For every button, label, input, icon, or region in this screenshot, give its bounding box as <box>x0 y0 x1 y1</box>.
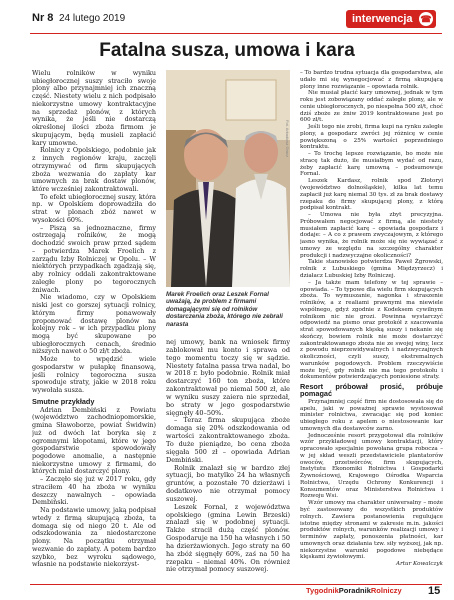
article-title: Fatalna susza, umowa i kara <box>99 40 355 61</box>
paragraph: – Ja także mam telefony w tej sprawie – opowiada. – To typowe dla wielu firm skupujących zboża. To wymuszanie, nagonka i straszenie rolników, a z realiami prawnymi ma niewiele wspólnego, gdyż zgodnie z Kodeksem cywilnym rolnikom nic nie grozi. Powinna wystarczyć odpowiedź na pismo oraz protokół z szacowania strat spowodowanych klęską suszy i nekanie się skończy, bowiem rolnik nie może dostarczyć zakontraktowanego zboża nie ze swojej winy, lecz z powodu nieprzewidywalnych i nadzwyczajnych okoliczności, czyli suszy, ekstremalnych warunków pogodowych. Problem rzeczywiście może być, gdy rolnik nie ma tego protokołu i dokumentów potwierdzających poniesione straty. <box>300 279 443 381</box>
issue-date: 24 lutego 2019 <box>58 13 126 24</box>
article-column-3 <box>300 70 443 568</box>
issue-number: Nr 8 <box>32 12 54 24</box>
paragraph: Wzór umowy ma charakter uniwersalny – może być zastosowany do wszystkich produktów rolnych. Zawiera postanowienia regulujące istotne między stronami w zakresie m.in. jakości produktów rolnych, warunków realizacji umowy i terminów zapłaty, ponoszenia płatności, kar umownych oraz działania tzw. siły wyższej, jak np. niekorzystne warunki pogodowe niebędące klęskami żywiołowymi. <box>300 500 443 561</box>
article-column-1 <box>32 70 156 569</box>
author-signature: Artur Kowalczyk <box>396 561 443 568</box>
paragraph: – Umowa nie była zbyt precyzyjna. Próbowałem negocjować z firmą, ale niestety musiałem zapłacić karę – opowiada gospodarz i dodaje: – A co z prawem zwyczajowym, z którego jasno wynika, że rolnik może się nie wywiązać z umowy ze względu na szczególny charakter produkcji i nadzwyczajne okoliczności? <box>300 212 443 259</box>
paragraph: – To bardzo trudna sytuacja dla gospodarstwa, ale udało mi się wynegocjować z firmą skupującą plony inne rozwiązanie – opowiada rolnik. <box>300 70 443 90</box>
paragraph: nej umowy, bank na wniosek firmy zablokował mu konto i sprawa od tego momentu toczy się w sądzie. Niestety fatalna passa trwa nadal, bo w 2018 r. było podobnie. Rolnik miał dostarczyć 160 ton zboża, które zakontraktował po niemal 500 zł, ale w wyniku suszy zaiera nie sprzedał, bo straty w jego gospodarstwie sięgnęły 40–50%. <box>166 339 290 417</box>
footer-brand-3: Rolniczy <box>370 586 402 595</box>
article-photo <box>166 70 290 287</box>
paragraph: Jeśli tego nie zrobi, firma kupi na rynku zaległe plony, a gospodarz zwróci jej różnicę w cenie powiększoną o 25% wartości poprzedniego kontraktu. <box>300 124 443 151</box>
paragraph: Rolnik znalazł się w bardzo złej sytuacji, bo matylko 24 ha własnych gruntów, a pozostałe 70 dzierżawi i dodatkowo nie otrzymał pomocy suszowej. <box>166 463 290 503</box>
paragraph: To efekt ubiegłorocznej suszy, która np. w Opolskiem doprowadziła do strat w plonach zbóż nawet w wysokości 60%. <box>32 192 156 224</box>
footer-brand-1: Tygodnik <box>306 586 339 595</box>
page-number: 15 <box>428 585 441 597</box>
section-heading: Resort próbował prosić, próbuje pomagać <box>300 382 443 398</box>
footer-brand <box>306 586 402 595</box>
paragraph: – Piszą sa jednoznaczne, firmy ostrzegają rolników, że mogą dochodzić swoich praw przed sądem – potwierdza Marek Froelich z zarządu Izby Rolniczej w Opolu. – W niektórych przypadkach zgadzają się, aby rolnicy oddali zakontraktowane zaległe plony po tegorocznych żniwach. <box>32 223 156 294</box>
paragraph: Leszek Fornal, z województwa opolskiego (gmina Lewin Brzeski) znalazł się w podobnej sytuacji. Także stracił dużą część plonów. Gospodaruje na 150 ha własnych i 50 ha dzierżawionych. Jego straty na 60 ha zbóż sięgnęły 60%, zaś na 50 ha rzepaku – niemal 40%. On również nie otrzymał pomocy suszowej. <box>166 502 290 574</box>
paragraph: Może to wpędzić wiele gospodarstw w pułapkę finansową, jeśli rolnicy tegoroczna susza spowoduje straty, jakie w 2018 roku wywołała susza. <box>32 355 156 395</box>
header-divider <box>30 33 442 34</box>
section-badge <box>346 10 436 28</box>
issue-info <box>32 12 125 24</box>
footer-brand-2: Poradnik <box>338 586 371 595</box>
paragraph: Leszek Kardasz, rolnik spod Złotoryi (województwo dolnośląskie), kilka lat temu zapłacił już karę niemal 30 tys. zł za brak dostawy rzepaku do firmy skupującej plony, z którą podpisał kontrakt. <box>300 178 443 212</box>
paragraph: – Zaczęło się już w 2017 roku, gdy straciłem 40 ha zboża w wyniku deszczy nawalnych – opowiada Dembiński. <box>32 475 156 507</box>
photo-two-farmers <box>166 70 290 287</box>
photo-credit: Fot. Arkadiusz Gracz <box>285 120 290 158</box>
megaphone-icon: ☎ <box>420 14 432 24</box>
paragraph: Nie musiał płacić kary umownej, jednak w tym roku jest zobowiązany oddać zaległe plony, ale w cenie ubiegłorocznych, po niespełna 500 zł/t, choć dziś zboże ze żniw 2019 kontraktowane jest po 600 zł/t. <box>300 90 443 124</box>
paragraph: – To trochę lepsze rozwiązanie, bo może nie stracę tak dużo, ile musiałbym wydać od razu, żeby zapłacić karę umowną – podsumowuje Fornal. <box>300 151 443 178</box>
page-header <box>0 0 454 36</box>
paragraph: Takie stanowisko potwierdza Paweł Żgrowski, rolnik z Lubuskiego (gmina Międzyrzecz) i działacz Lubuskiej Izby Rolniczej. <box>300 259 443 279</box>
paragraph: Jednocześnie resort przygotował dla rolników wzór przykładowej umowy kontraktacji, który opracowało specjalnie powołana grupa robocza – w jej skład weszli przedstawiciele plantatorów owoców, przetwórców, firm skupujących, Instytutu Ekonomiki Rolnictwa i Gospodarki Żywnościowej, Krajowego Ośrodka Wsparcia Rolnictwa, Urzędu Ochrony Konkurencji i Konsumentów oraz Ministerstwa Rolnictwa i Rozwoju Wsi. <box>300 432 443 500</box>
paragraph: Rolnicy z Opolskiego, podobnie jak z innych regionów kraju, zaczęli otrzymywać od firm skupujących zboża wezwania do zapłaty kar umownych za brak dostaw plonów, które wcześniej zakontraktowali. <box>32 146 156 194</box>
paragraph: Przynajmniej część firm nie dostosowała się do apelu, jaki w poważnej sprawie wystosował minister rolnictwa, zwracając się pod koniec ubiegłego roku z apelem o niestosowanie kar umownych dla dostawców zarno. <box>300 398 443 432</box>
paragraph: Na podstawie umowy, jaką podpisał wtedy z firmą skupującą zboża, ta domaga się od niego 20 t. Ale od odszkodowania za niedostarczone plony. Na początku otrzymał wezwanie do zapłaty. A potem bardzo szybko, bez wyroku sądowego, własnie na podstawie niekorzyst- <box>32 506 156 569</box>
photo-caption: Marek Froelich oraz Leszek Fornal uważają, że problem z firmami domagającymi się od rolników dostarczenia zboża, którego nie zebrali narasta <box>166 291 283 328</box>
footer-divider <box>30 584 442 585</box>
paragraph: Nie wiadomo, czy w Opolskiem niski jest co gorszej sytuacji rolnicy, którym firmy ponawowały proponować dostawę plonów na kolejny rok – w ich przypadku plony mogą być skupowane po ubiegłorocznych cenach, średnio niższych nawet o 50 zł/t zboża. <box>32 293 156 356</box>
section-heading: Smutne przykłady <box>32 396 95 406</box>
section-label: interwencja <box>352 13 413 25</box>
article-column-2 <box>166 339 290 574</box>
paragraph: Adrian Dembiński z Powiatu (województwo zachodniopomorskie, gmina Sławoborze, powiat Świdwin) już od dwóch lat boryka się z ogromnymi kłopotami, które w jego gospodarstwie spowodowały pogodowe anomalie, a następnie niekorzystne umowy z firmami, do których miał dostarczyć plony. <box>32 405 156 476</box>
paragraph: Wielu rolników w wyniku ubiegłorocznej suszy straciło swoje plony albo przynajmniej ich znaczną część. Niestety wielu z nich podpisało niekorzystne umowy kontraktacyjne na sprzedaż plonów, z których wynika, że jeśli nie dostarczą określonej ilości zboża firmom je skupującym, będą musieli zapłacić kary umowne. <box>32 70 156 147</box>
paragraph: – Teraz firma skupująca zboże domaga się 20% odszkodowania od wartości zakontraktowanego zboża. To duże pieniądze, bo cena zboża sięgała 500 zł – opowiada Adrian Dembiński. <box>166 416 290 464</box>
